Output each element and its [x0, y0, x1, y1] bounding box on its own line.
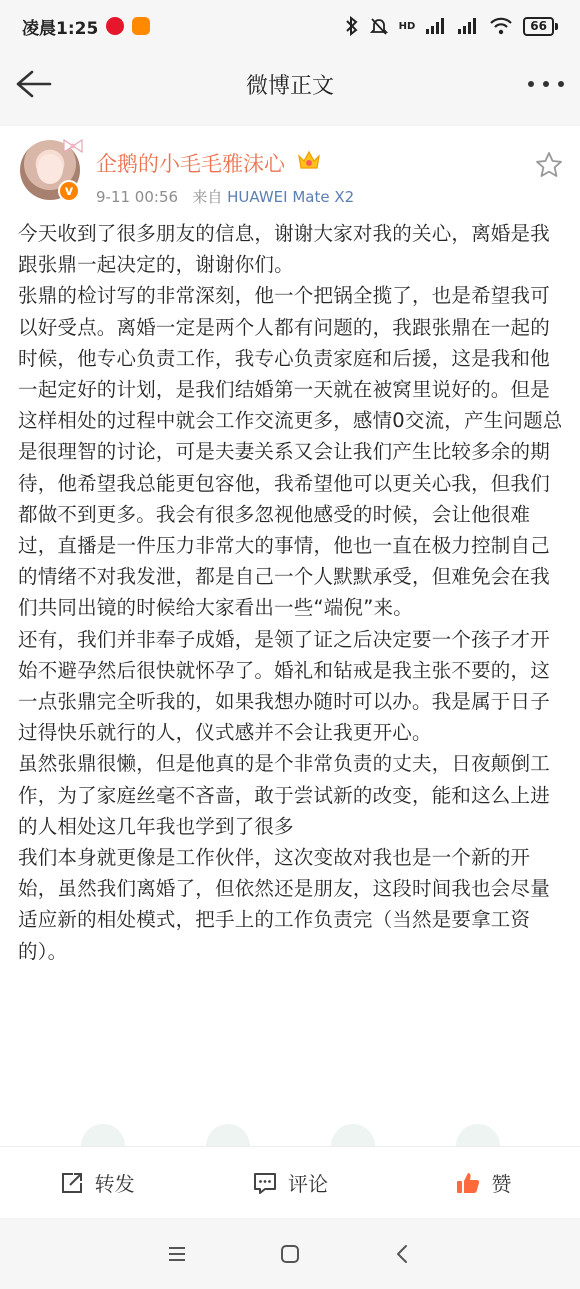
battery-cap — [555, 23, 558, 30]
wifi-icon — [489, 17, 513, 35]
app-notification-icon — [132, 17, 150, 35]
like-button[interactable] — [387, 1147, 580, 1218]
more-dot-icon — [528, 81, 534, 87]
post-paragraph: 虽然张鼎很懒，但是他真的是个非常负责的丈夫，日夜颠倒工作，为了家庭丝毫不吝啬，敢于尝试新的改变，能和这么上进的人相处这几年我也学到了很多 — [18, 752, 550, 838]
menu-icon[interactable] — [166, 1243, 188, 1265]
network-type-label: HD — [398, 20, 416, 32]
repost-button[interactable] — [0, 1147, 193, 1218]
avatar-face — [37, 154, 63, 184]
battery-level: 66 — [523, 17, 554, 36]
faded-icon — [456, 1124, 500, 1146]
post-meta — [96, 186, 354, 207]
comment-icon — [252, 1170, 278, 1196]
signal-icon-secondary — [457, 17, 479, 35]
home-icon[interactable] — [279, 1243, 301, 1265]
status-indicators — [345, 16, 558, 36]
comment-button[interactable] — [193, 1147, 386, 1218]
nav-bar — [0, 52, 580, 116]
faded-icon — [81, 1124, 125, 1146]
signal-icon — [425, 17, 447, 35]
faded-icon — [331, 1124, 375, 1146]
page-title: 微博正文 — [245, 73, 334, 99]
more-options-button[interactable] — [528, 70, 564, 98]
status-time: 凌晨1:25 — [22, 18, 99, 39]
action-bar — [0, 1146, 580, 1218]
faded-icon — [206, 1124, 250, 1146]
repost-icon — [59, 1170, 85, 1196]
repost-label: 转发 — [94, 1172, 135, 1196]
post-card — [0, 126, 580, 1146]
post-paragraph: 还有，我们并非奉子成婚，是领了证之后决定要一个孩子才开始不避孕然后很快就怀孕了。婚礼和钻戒是我主张不要的，这一点张鼎完全听我的，如果我想办随时可以办。我是属于日子过得快乐就行的人，仪式感并不会让我更开心。 — [18, 627, 550, 745]
more-dot-icon — [558, 81, 564, 87]
vip-crown-icon[interactable] — [296, 148, 322, 172]
comment-label: 评论 — [287, 1172, 328, 1196]
faded-content-hint — [0, 1124, 580, 1146]
weibo-notification-icon — [106, 17, 124, 35]
back-icon[interactable] — [392, 1243, 414, 1265]
status-bar — [0, 0, 580, 52]
post-source[interactable]: HUAWEI Mate X2 — [227, 188, 355, 206]
post-source-prefix: 来自 — [192, 188, 223, 206]
verified-badge-icon: v — [58, 180, 80, 202]
post-date: 9-11 00:56 — [96, 188, 179, 206]
favorite-star-icon[interactable] — [534, 150, 564, 180]
post-paragraph: 张鼎的检讨写的非常深刻，他一个把锅全揽了，也是希望我可以好受点。离婚一定是两个人都有问题的，我跟张鼎在一起的时候，他专心负责工作，我专心负责家庭和后援，这是我和他一起定好的计划，是我们结婚第一天就在被窝里说好的。但是这样相处的过程中就会工作交流更多，感情0交流，产生问题总是很理智的讨论，可是夫妻关系又会让我们产生比较多余的期待，他希望我总能更包容他，我希望他可以更关心我，但我们都做不到更多。我会有很多忽视他感受的时候，会让他很难过，直播是一件压力非常大的事情，他也一直在极力控制自己的情绪不对我发泄，都是自己一个人默默承受，但难免会在我们共同出镜的时候给大家看出一些“端倪”来。 — [18, 284, 563, 620]
post-paragraph: 我们本身就更像是工作伙伴，这次变故对我也是一个新的开始，虽然我们离婚了，但依然还是朋友，这段时间我也会尽量适应新的相处模式，把手上的工作负责完（当然是要拿工资的）。 — [18, 846, 550, 963]
battery-indicator — [523, 17, 558, 36]
mute-bell-icon — [369, 16, 389, 36]
thumbs-up-icon — [455, 1170, 481, 1196]
bluetooth-icon — [345, 16, 359, 36]
post-body — [18, 218, 566, 967]
more-dot-icon — [543, 81, 549, 87]
back-arrow-icon[interactable] — [14, 66, 54, 102]
system-nav-bar — [0, 1218, 580, 1289]
like-label: 赞 — [491, 1172, 512, 1196]
status-app-icons — [106, 17, 150, 35]
post-paragraph: 今天收到了很多朋友的信息，谢谢大家对我的关心，离婚是我跟张鼎一起决定的，谢谢你们。 — [18, 222, 550, 277]
avatar-bow-decoration-icon — [62, 138, 84, 154]
author-name[interactable]: 企鹅的小毛毛雅沫心 — [96, 152, 285, 176]
